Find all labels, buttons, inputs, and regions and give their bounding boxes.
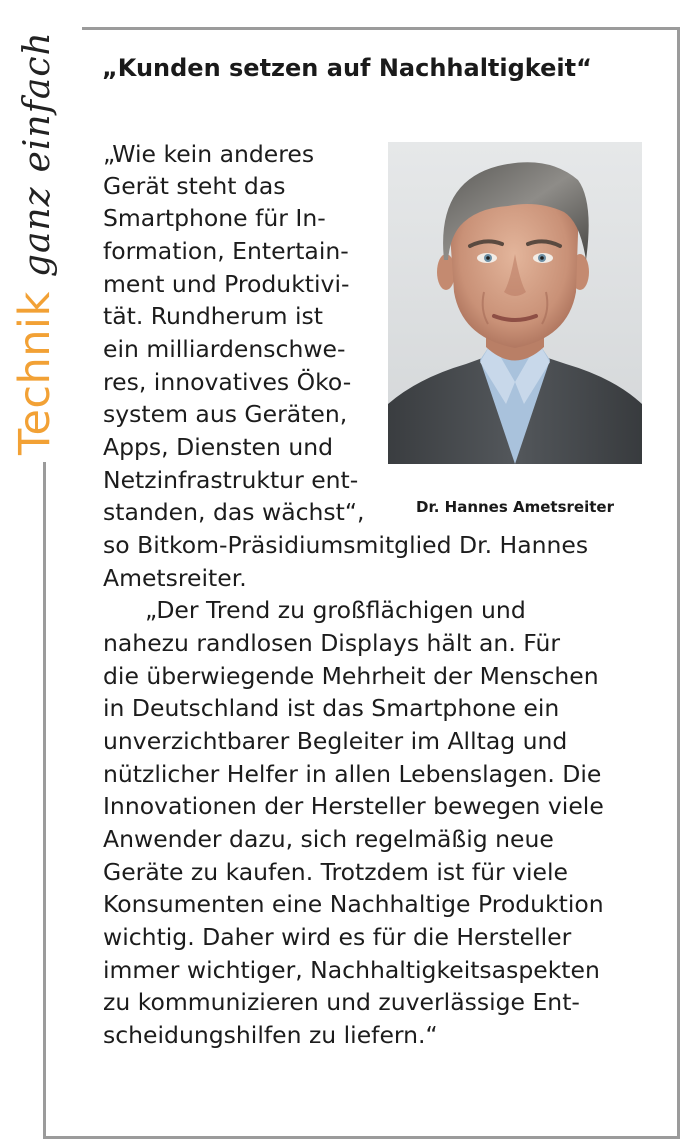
body-text-line: „Der Trend zu großflächigen und bbox=[145, 596, 526, 624]
body-text-line: nützlicher Helfer in allen Lebenslagen. Die bbox=[103, 760, 602, 788]
body-text-line: Geräte zu kaufen. Trotzdem ist für viele bbox=[103, 858, 568, 886]
body-text-line: nahezu randlosen Displays hält an. Für bbox=[103, 629, 561, 657]
frame-left-border bbox=[43, 462, 46, 1139]
body-text-line: tät. Rundherum ist bbox=[103, 302, 324, 330]
body-text-line: in Deutschland ist das Smartphone ein bbox=[103, 694, 560, 722]
body-text-line: unverzichtbarer Begleiter im Alltag und bbox=[103, 727, 568, 755]
body-text-line: „Wie kein anderes bbox=[103, 140, 315, 168]
column-label-ganz: ganz bbox=[17, 186, 58, 278]
body-text-line: formation, Entertain- bbox=[103, 237, 349, 265]
body-text-line: Gerät steht das bbox=[103, 172, 286, 200]
portrait-photo bbox=[388, 142, 642, 464]
article-headline: „Kunden setzen auf Nachhaltigkeit“ bbox=[102, 54, 592, 82]
column-label bbox=[10, 31, 66, 455]
body-text-line: Apps, Diensten und bbox=[103, 433, 334, 461]
body-text-line: ment und Produktivi- bbox=[103, 270, 350, 298]
photo-caption: Dr. Hannes Ametsreiter bbox=[416, 498, 614, 516]
body-text-line: ein milliardenschwe- bbox=[103, 335, 346, 363]
body-text-line: Netzinfrastruktur ent- bbox=[103, 466, 359, 494]
body-text-line: Ametsreiter. bbox=[103, 564, 247, 592]
body-text-line: Innovationen der Hersteller bewegen viele bbox=[103, 792, 604, 820]
body-text-line: Smartphone für In- bbox=[103, 204, 326, 232]
body-text-line: res, innovatives Öko- bbox=[103, 368, 352, 396]
body-text-line: Konsumenten eine Nachhaltige Produktion bbox=[103, 890, 604, 918]
body-text-line: scheidungshilfen zu liefern.“ bbox=[103, 1021, 438, 1049]
body-text-line: zu kommunizieren und zuverlässige Ent- bbox=[103, 988, 580, 1016]
column-label-technik: Technik bbox=[10, 291, 60, 455]
body-text-line: Anwender dazu, sich regelmäßig neue bbox=[103, 825, 554, 853]
frame-top-border bbox=[82, 27, 680, 30]
frame-right-border bbox=[677, 27, 680, 1139]
body-text-line: wichtig. Daher wird es für die Hersteller bbox=[103, 923, 572, 951]
portrait-illustration bbox=[388, 142, 642, 464]
frame-bottom-border bbox=[43, 1136, 680, 1139]
body-text-line: system aus Geräten, bbox=[103, 400, 348, 428]
body-text-line: immer wichtiger, Nachhaltigkeitsaspekten bbox=[103, 956, 600, 984]
body-text-line: die überwiegende Mehrheit der Menschen bbox=[103, 662, 599, 690]
body-text-line: standen, das wächst“, bbox=[103, 498, 365, 526]
column-label-einfach: einfach bbox=[17, 31, 58, 173]
body-text-line: so Bitkom-Präsidiumsmitglied Dr. Hannes bbox=[103, 531, 589, 559]
